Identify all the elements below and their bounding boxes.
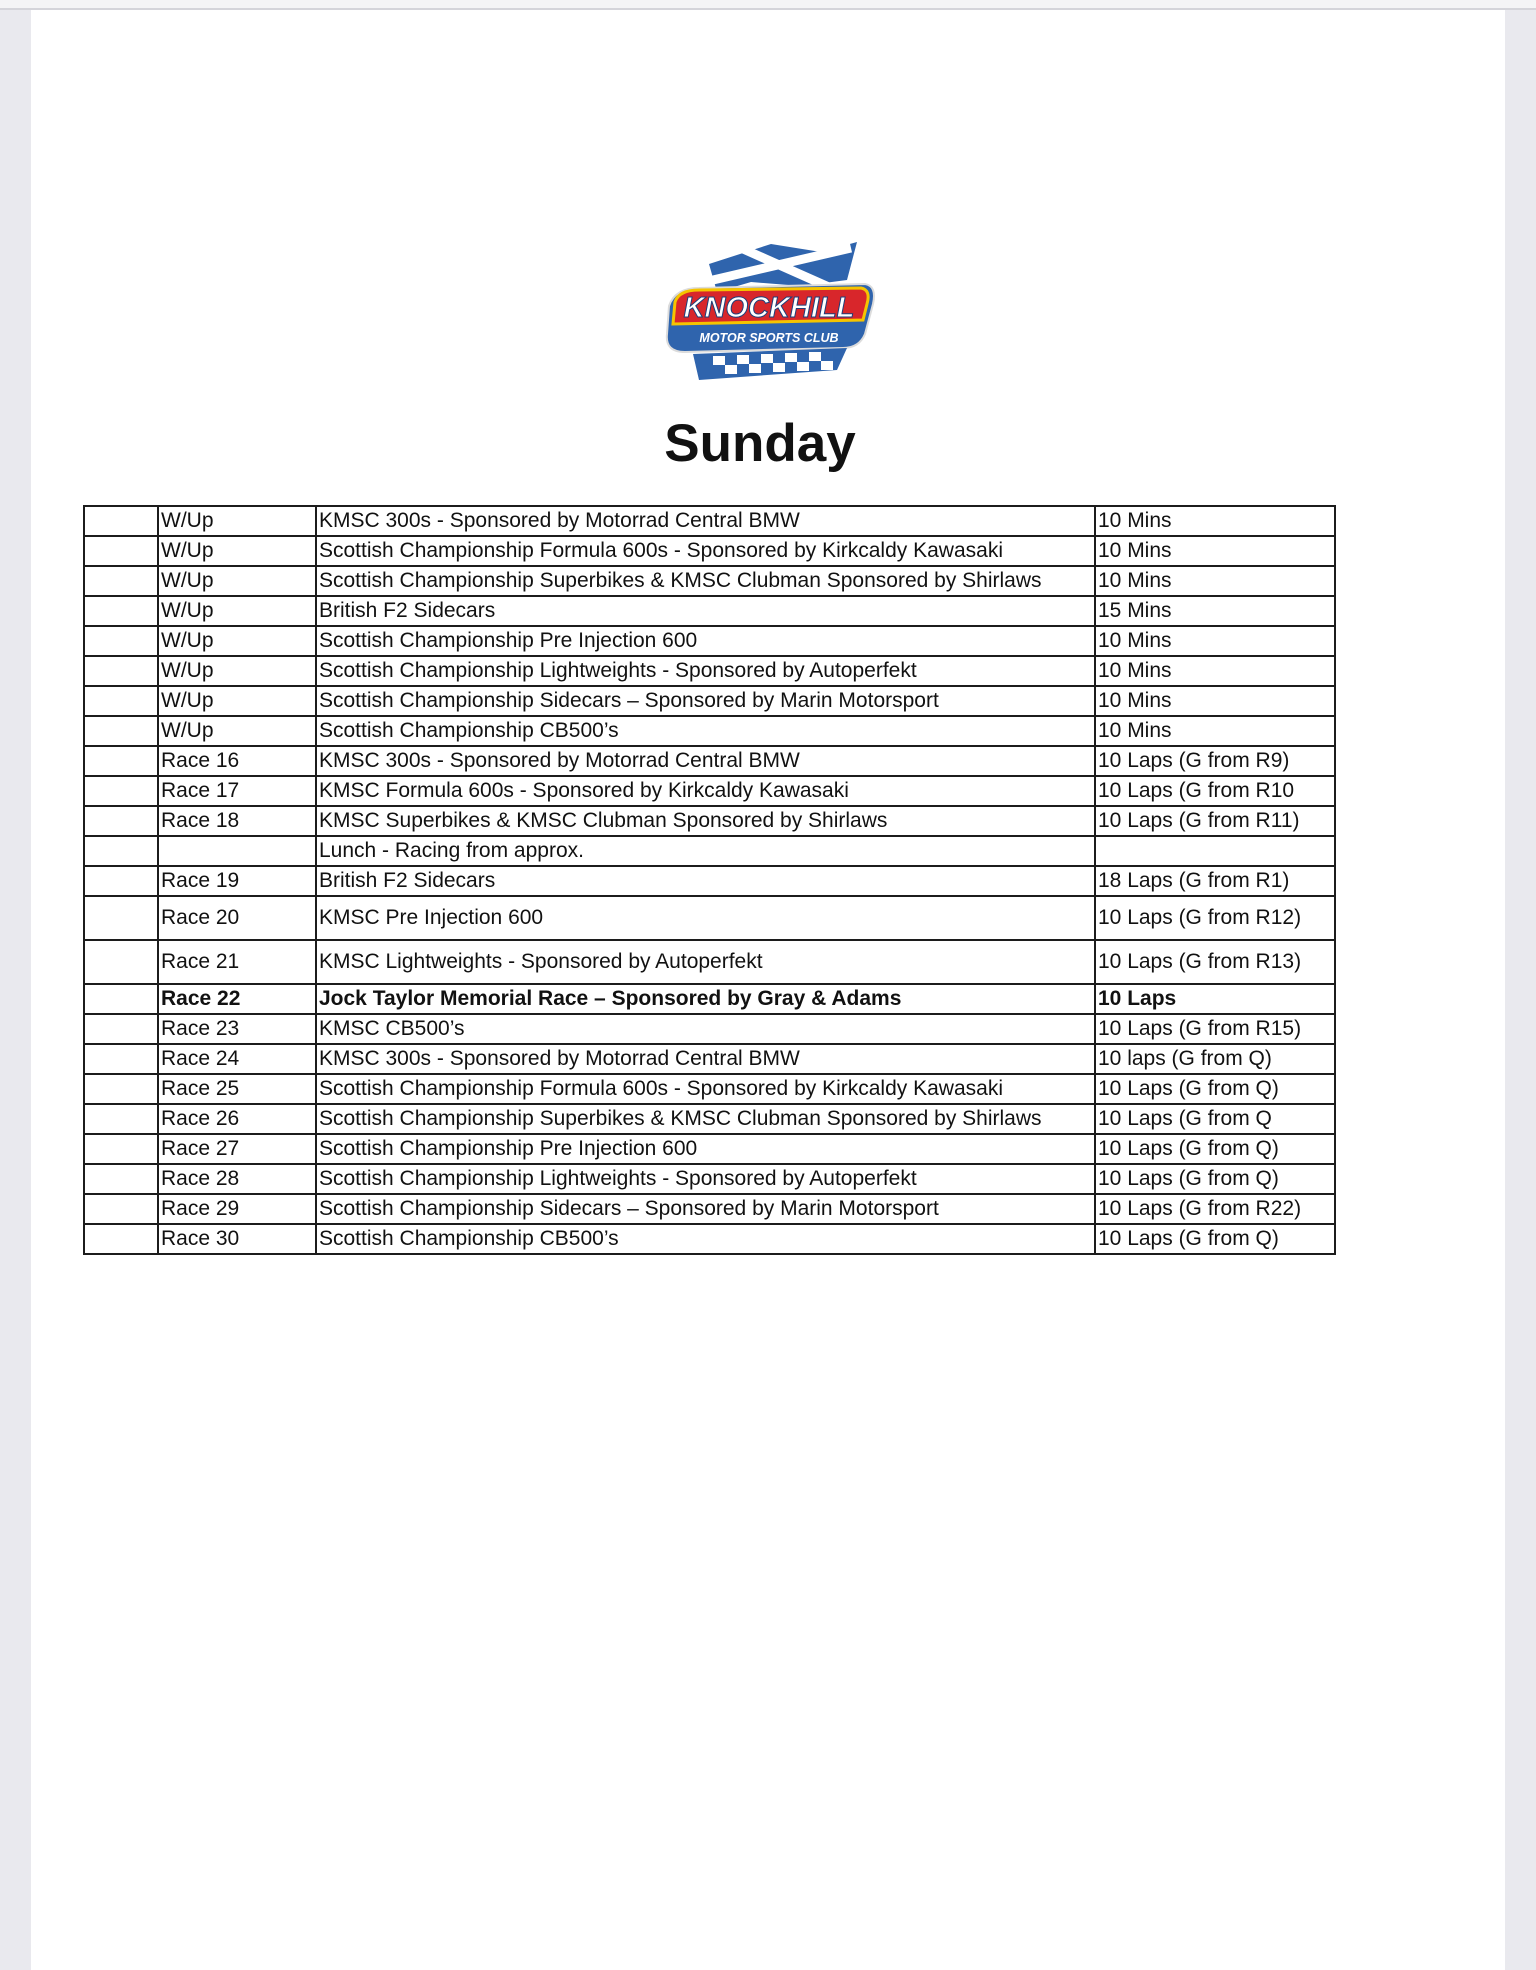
session-label-cell: Race 29 <box>158 1194 316 1224</box>
table-row <box>84 1044 1335 1074</box>
duration-cell: 10 Mins <box>1095 506 1335 536</box>
session-label-cell: Race 16 <box>158 746 316 776</box>
table-row <box>84 984 1335 1014</box>
row-spacer-cell <box>84 746 158 776</box>
table-row <box>84 746 1335 776</box>
row-spacer-cell <box>84 1134 158 1164</box>
event-name-cell: Scottish Championship Superbikes & KMSC Clubman Sponsored by Shirlaws <box>316 1104 1095 1134</box>
row-spacer-cell <box>84 806 158 836</box>
duration-cell: 18 Laps (G from R1) <box>1095 866 1335 896</box>
event-name-cell: KMSC 300s - Sponsored by Motorrad Central BMW <box>316 506 1095 536</box>
event-name-cell: Scottish Championship Formula 600s - Sponsored by Kirkcaldy Kawasaki <box>316 1074 1095 1104</box>
table-row <box>84 596 1335 626</box>
logo-subtitle: MOTOR SPORTS CLUB <box>699 331 839 345</box>
duration-cell: 10 Mins <box>1095 656 1335 686</box>
event-name-cell: Scottish Championship CB500’s <box>316 716 1095 746</box>
row-spacer-cell <box>84 716 158 746</box>
event-name-cell: British F2 Sidecars <box>316 866 1095 896</box>
table-row <box>84 806 1335 836</box>
row-spacer-cell <box>84 686 158 716</box>
row-spacer-cell <box>84 506 158 536</box>
session-label-cell: W/Up <box>158 596 316 626</box>
session-label-cell: Race 23 <box>158 1014 316 1044</box>
duration-cell: 10 Laps (G from Q <box>1095 1104 1335 1134</box>
event-name-cell: Scottish Championship Formula 600s - Sponsored by Kirkcaldy Kawasaki <box>316 536 1095 566</box>
session-label-cell: W/Up <box>158 536 316 566</box>
duration-cell: 10 Laps (G from R9) <box>1095 746 1335 776</box>
duration-cell: 10 Mins <box>1095 536 1335 566</box>
document-page <box>31 10 1505 1970</box>
row-spacer-cell <box>84 984 158 1014</box>
session-label-cell: Race 25 <box>158 1074 316 1104</box>
row-spacer-cell <box>84 566 158 596</box>
row-spacer-cell <box>84 836 158 866</box>
duration-cell: 10 Mins <box>1095 626 1335 656</box>
table-row <box>84 1014 1335 1044</box>
table-row <box>84 716 1335 746</box>
table-row <box>84 566 1335 596</box>
table-row <box>84 506 1335 536</box>
row-spacer-cell <box>84 940 158 984</box>
session-label-cell: Race 24 <box>158 1044 316 1074</box>
session-label-cell: Race 28 <box>158 1164 316 1194</box>
event-name-cell: Scottish Championship Sidecars – Sponsored by Marin Motorsport <box>316 686 1095 716</box>
session-label-cell: Race 20 <box>158 896 316 940</box>
knockhill-logo <box>651 230 881 390</box>
row-spacer-cell <box>84 1224 158 1254</box>
duration-cell: 10 Laps (G from R11) <box>1095 806 1335 836</box>
row-spacer-cell <box>84 866 158 896</box>
row-spacer-cell <box>84 536 158 566</box>
row-spacer-cell <box>84 776 158 806</box>
duration-cell: 10 Mins <box>1095 686 1335 716</box>
session-label-cell: Race 17 <box>158 776 316 806</box>
table-row <box>84 1164 1335 1194</box>
duration-cell: 10 laps (G from Q) <box>1095 1044 1335 1074</box>
table-row <box>84 626 1335 656</box>
event-name-cell: KMSC 300s - Sponsored by Motorrad Central BMW <box>316 1044 1095 1074</box>
duration-cell <box>1095 836 1335 866</box>
session-label-cell <box>158 836 316 866</box>
duration-cell: 10 Laps (G from R22) <box>1095 1194 1335 1224</box>
event-name-cell: Scottish Championship Pre Injection 600 <box>316 626 1095 656</box>
event-name-cell: Scottish Championship Sidecars – Sponsored by Marin Motorsport <box>316 1194 1095 1224</box>
duration-cell: 10 Laps (G from R15) <box>1095 1014 1335 1044</box>
checkered-flag <box>693 348 847 380</box>
session-label-cell: W/Up <box>158 626 316 656</box>
duration-cell: 10 Laps (G from R12) <box>1095 896 1335 940</box>
duration-cell: 10 Mins <box>1095 716 1335 746</box>
row-spacer-cell <box>84 1194 158 1224</box>
duration-cell: 15 Mins <box>1095 596 1335 626</box>
session-label-cell: W/Up <box>158 716 316 746</box>
session-label-cell: Race 22 <box>158 984 316 1014</box>
session-label-cell: W/Up <box>158 656 316 686</box>
row-spacer-cell <box>84 1074 158 1104</box>
race-schedule-table <box>83 505 1336 1255</box>
session-label-cell: Race 18 <box>158 806 316 836</box>
event-name-cell: Scottish Championship Lightweights - Sponsored by Autoperfekt <box>316 1164 1095 1194</box>
page-title: Sunday <box>664 414 856 473</box>
event-name-cell: Lunch - Racing from approx. <box>316 836 1095 866</box>
table-row <box>84 656 1335 686</box>
table-row <box>84 866 1335 896</box>
event-name-cell: British F2 Sidecars <box>316 596 1095 626</box>
event-name-cell: KMSC Pre Injection 600 <box>316 896 1095 940</box>
session-label-cell: Race 30 <box>158 1224 316 1254</box>
duration-cell: 10 Laps (G from Q) <box>1095 1224 1335 1254</box>
session-label-cell: Race 21 <box>158 940 316 984</box>
event-name-cell: Scottish Championship CB500’s <box>316 1224 1095 1254</box>
logo-name: KNOCKHILL <box>683 292 855 324</box>
table-row <box>84 1074 1335 1104</box>
table-row <box>84 1194 1335 1224</box>
table-row <box>84 836 1335 866</box>
row-spacer-cell <box>84 896 158 940</box>
row-spacer-cell <box>84 596 158 626</box>
table-row <box>84 686 1335 716</box>
row-spacer-cell <box>84 1164 158 1194</box>
event-name-cell: KMSC Superbikes & KMSC Clubman Sponsored by Shirlaws <box>316 806 1095 836</box>
event-name-cell: KMSC Lightweights - Sponsored by Autoperfekt <box>316 940 1095 984</box>
table-row <box>84 896 1335 940</box>
duration-cell: 10 Mins <box>1095 566 1335 596</box>
table-row <box>84 1134 1335 1164</box>
event-name-cell: Jock Taylor Memorial Race – Sponsored by Gray & Adams <box>316 984 1095 1014</box>
event-name-cell: Scottish Championship Lightweights - Sponsored by Autoperfekt <box>316 656 1095 686</box>
event-name-cell: KMSC 300s - Sponsored by Motorrad Central BMW <box>316 746 1095 776</box>
duration-cell: 10 Laps <box>1095 984 1335 1014</box>
duration-cell: 10 Laps (G from R13) <box>1095 940 1335 984</box>
duration-cell: 10 Laps (G from Q) <box>1095 1164 1335 1194</box>
row-spacer-cell <box>84 1104 158 1134</box>
table-row <box>84 536 1335 566</box>
event-name-cell: KMSC Formula 600s - Sponsored by Kirkcaldy Kawasaki <box>316 776 1095 806</box>
session-label-cell: W/Up <box>158 566 316 596</box>
duration-cell: 10 Laps (G from R10 <box>1095 776 1335 806</box>
duration-cell: 10 Laps (G from Q) <box>1095 1074 1335 1104</box>
event-name-cell: Scottish Championship Pre Injection 600 <box>316 1134 1095 1164</box>
row-spacer-cell <box>84 626 158 656</box>
session-label-cell: W/Up <box>158 506 316 536</box>
session-label-cell: W/Up <box>158 686 316 716</box>
table-row <box>84 1224 1335 1254</box>
table-row <box>84 776 1335 806</box>
event-name-cell: KMSC CB500’s <box>316 1014 1095 1044</box>
row-spacer-cell <box>84 1044 158 1074</box>
row-spacer-cell <box>84 1014 158 1044</box>
table-row <box>84 1104 1335 1134</box>
session-label-cell: Race 27 <box>158 1134 316 1164</box>
session-label-cell: Race 26 <box>158 1104 316 1134</box>
table-row <box>84 940 1335 984</box>
duration-cell: 10 Laps (G from Q) <box>1095 1134 1335 1164</box>
viewer-top-edge <box>0 0 1536 10</box>
row-spacer-cell <box>84 656 158 686</box>
event-name-cell: Scottish Championship Superbikes & KMSC Clubman Sponsored by Shirlaws <box>316 566 1095 596</box>
session-label-cell: Race 19 <box>158 866 316 896</box>
